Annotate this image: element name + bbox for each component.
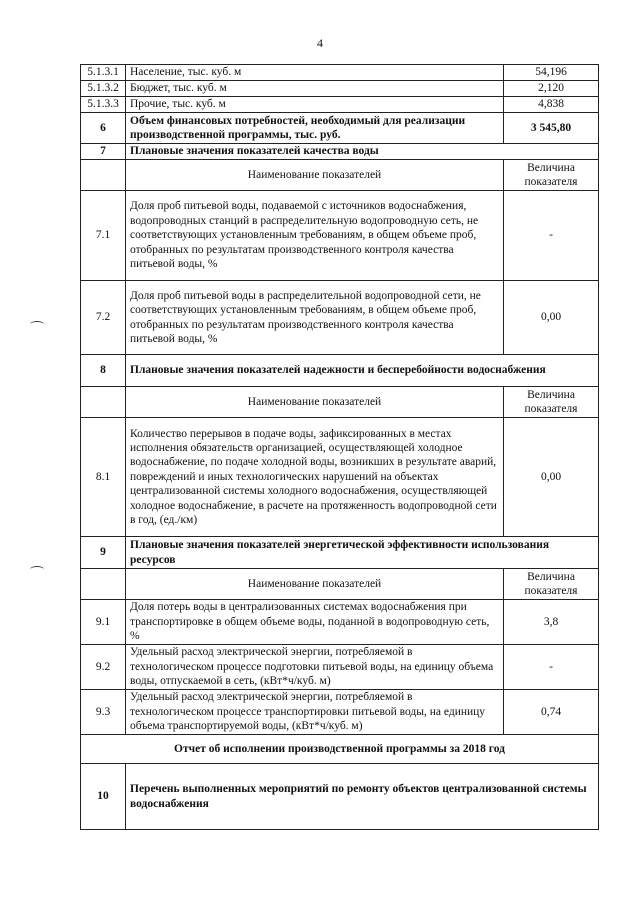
row-value: - <box>504 191 599 281</box>
empty-cell <box>81 569 126 600</box>
row-number: 6 <box>81 113 126 144</box>
row-value: - <box>504 645 599 690</box>
table-row <box>81 81 599 97</box>
section-title: Перечень выполненных мероприятий по ремонту объектов централизованной системы водоснабжения <box>126 764 599 830</box>
row-label: Прочие, тыс. куб. м <box>126 97 504 113</box>
row-value: 3,8 <box>504 600 599 645</box>
row-number: 9.1 <box>81 600 126 645</box>
header-row <box>81 569 599 600</box>
row-value: 0,74 <box>504 690 599 735</box>
section-title: Плановые значения показателей надежности и бесперебойности водоснабжения <box>126 355 599 387</box>
row-label: Доля проб питьевой воды, подаваемой с источников водоснабжения, водопроводных станций в распределительную водопроводную сеть, не соответствующих установленным требованиям, в общем объеме проб, отобранных по результатам производственного контроля качества питьевой воды, % <box>126 191 504 281</box>
table-row <box>81 690 599 735</box>
report-row <box>81 735 599 764</box>
section-number: 8 <box>81 355 126 387</box>
table-row <box>81 418 599 537</box>
row-value: 54,196 <box>504 65 599 81</box>
section-row <box>81 355 599 387</box>
empty-cell <box>81 387 126 418</box>
row-value: 0,00 <box>504 418 599 537</box>
margin-mark <box>30 566 44 573</box>
row-number: 9.2 <box>81 645 126 690</box>
row-value: 2,120 <box>504 81 599 97</box>
row-label: Удельный расход электрической энергии, потребляемой в технологическом процессе подготовки питьевой воды, на единицу объема воды, отпускаемой в сеть, (кВт*ч/куб. м) <box>126 645 504 690</box>
row-number: 7.2 <box>81 281 126 355</box>
section-number: 10 <box>81 764 126 830</box>
row-label: Удельный расход электрической энергии, потребляемой в технологическом процессе транспортировки питьевой воды, на единицу объема транспортируемой воды, (кВт*ч/куб. м) <box>126 690 504 735</box>
section-title: Плановые значения показателей энергетической эффективности использования ресурсов <box>126 537 599 569</box>
row-number: 8.1 <box>81 418 126 537</box>
report-title: Отчет об исполнении производственной программы за 2018 год <box>81 735 599 764</box>
row-label: Доля потерь воды в централизованных системах водоснабжения при транспортировке в общем объеме воды, поданной в водопроводную сеть, % <box>126 600 504 645</box>
row-value: 3 545,80 <box>504 113 599 144</box>
table-row <box>81 600 599 645</box>
row-value: 4,838 <box>504 97 599 113</box>
section-number: 9 <box>81 537 126 569</box>
section-row <box>81 144 599 160</box>
empty-cell <box>81 160 126 191</box>
header-row <box>81 160 599 191</box>
row-number: 5.1.3.2 <box>81 81 126 97</box>
row-label: Население, тыс. куб. м <box>126 65 504 81</box>
row-label: Объем финансовых потребностей, необходимый для реализации производственной программы, тыс. руб. <box>126 113 504 144</box>
column-header-name: Наименование показателей <box>126 387 504 418</box>
row-label: Бюджет, тыс. куб. м <box>126 81 504 97</box>
row-number: 5.1.3.1 <box>81 65 126 81</box>
row-number: 7.1 <box>81 191 126 281</box>
column-header-name: Наименование показателей <box>126 160 504 191</box>
column-header-value: Величина показателя <box>504 160 599 191</box>
program-table <box>80 64 599 830</box>
row-label: Доля проб питьевой воды в распределительной водопроводной сети, не соответствующих установленным требованиям, в общем объеме проб, отобранных по результатам производственного контроля качества питьевой воды, % <box>126 281 504 355</box>
table-row <box>81 97 599 113</box>
row-value: 0,00 <box>504 281 599 355</box>
header-row <box>81 387 599 418</box>
column-header-value: Величина показателя <box>504 387 599 418</box>
margin-mark <box>30 321 44 328</box>
table-row <box>81 113 599 144</box>
table-row <box>81 65 599 81</box>
row-label: Количество перерывов в подаче воды, зафиксированных в местах исполнения обязательств организацией, осуществляющей холодное водоснабжение, по подаче холодной воды, возникших в результате аварий, повреждений и иных технологических нарушений на объектах централизованной системы холодного водоснабжения, осуществляющей холодное водоснабжение, в расчете на протяженность водопроводной сети в год, (ед./км) <box>126 418 504 537</box>
row-number: 9.3 <box>81 690 126 735</box>
column-header-name: Наименование показателей <box>126 569 504 600</box>
section-row <box>81 537 599 569</box>
table-row <box>81 645 599 690</box>
row-number: 5.1.3.3 <box>81 97 126 113</box>
table-row <box>81 191 599 281</box>
page-number: 4 <box>317 36 323 50</box>
column-header-value: Величина показателя <box>504 569 599 600</box>
section-number: 7 <box>81 144 126 160</box>
section-row <box>81 764 599 830</box>
table-row <box>81 281 599 355</box>
section-title: Плановые значения показателей качества воды <box>126 144 599 160</box>
